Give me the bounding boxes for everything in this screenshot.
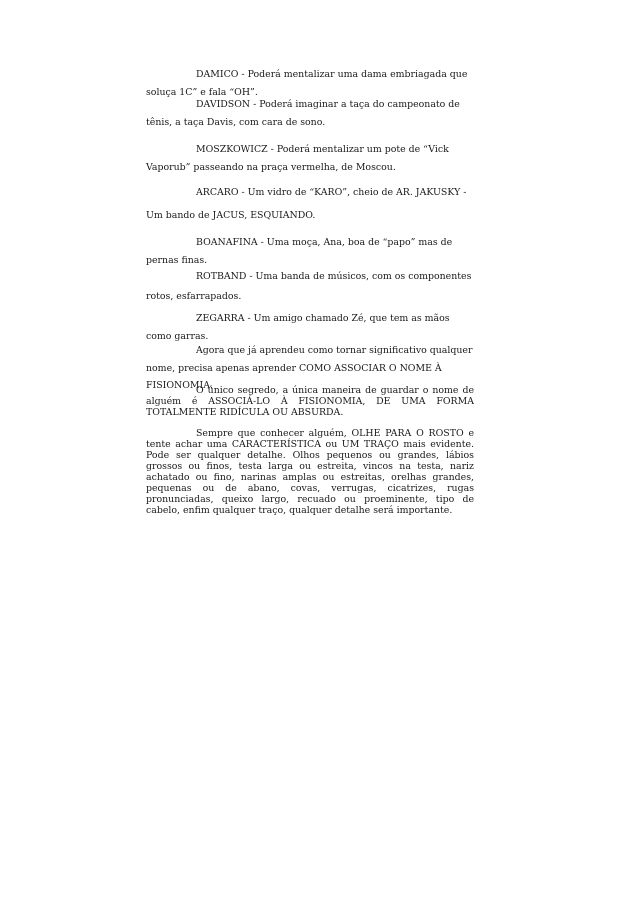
paragraph-moszkowicz [146, 141, 474, 176]
paragraph-text: ROTBAND - Uma banda de músicos, com os componentes rotos, esfarrapados. [146, 271, 472, 302]
paragraph-text: Sempre que conhecer alguém, OLHE PARA O ROSTO e tente achar uma CARACTERÍSTICA ou UM TRAÇO mais evidente. Pode ser qualquer detalhe. Olhos pequenos ou grandes, lábios grossos ou finos, testa larga ou estreita, vincos na testa, nariz achatado ou fino, narinas amplas ou estreitas, orelhas grandes, pequenas ou de abano, covas, verrugas, cicatrizes, rugas pronunciadas, queixo largo, recuado ou proeminente, tipo de cabelo, enfim qualquer traço, qualquer detalhe será importante. [146, 428, 474, 516]
paragraph-text: Agora que já aprendeu como tornar significativo qualquer nome, precisa apenas aprender COMO ASSOCIAR O NOME À FISIONOMIA. [146, 345, 473, 391]
paragraph-arcaro [146, 181, 474, 227]
paragraph-text: BOANAFINA - Uma moça, Ana, boa de “papo” mas de pernas finas. [146, 237, 453, 266]
paragraph-text: DAMICO - Poderá mentalizar uma dama embriagada que soluça 1C” e fala “OH”. [146, 69, 468, 98]
paragraph-sempre [146, 428, 474, 516]
paragraph-zegarra [146, 310, 474, 345]
paragraph-text: MOSZKOWICZ - Poderá mentalizar um pote de “Vick Vaporub” passeando na praça vermelha, de Moscou. [146, 144, 449, 173]
paragraph-segredo [146, 385, 474, 418]
paragraph-davidson [146, 96, 474, 131]
paragraph-boanafina [146, 234, 474, 269]
paragraph-text: DAVIDSON - Poderá imaginar a taça do campeonato de tênis, a taça Davis, com cara de sono. [146, 99, 460, 128]
paragraph-rotband [146, 267, 474, 307]
paragraph-text: O único segredo, a única maneira de guardar o nome de alguém é ASSOCIÁ-LO À FISIONOMIA, DE UMA FORMA TOTALMENTE RIDÍCULA OU ABSURDA. [146, 385, 474, 418]
paragraph-text: ZEGARRA - Um amigo chamado Zé, que tem as mãos como garras. [146, 313, 450, 342]
paragraph-text: ARCARO - Um vidro de “KARO”, cheio de AR. JAKUSKY - Um bando de JACUS, ESQUIANDO. [146, 187, 467, 221]
